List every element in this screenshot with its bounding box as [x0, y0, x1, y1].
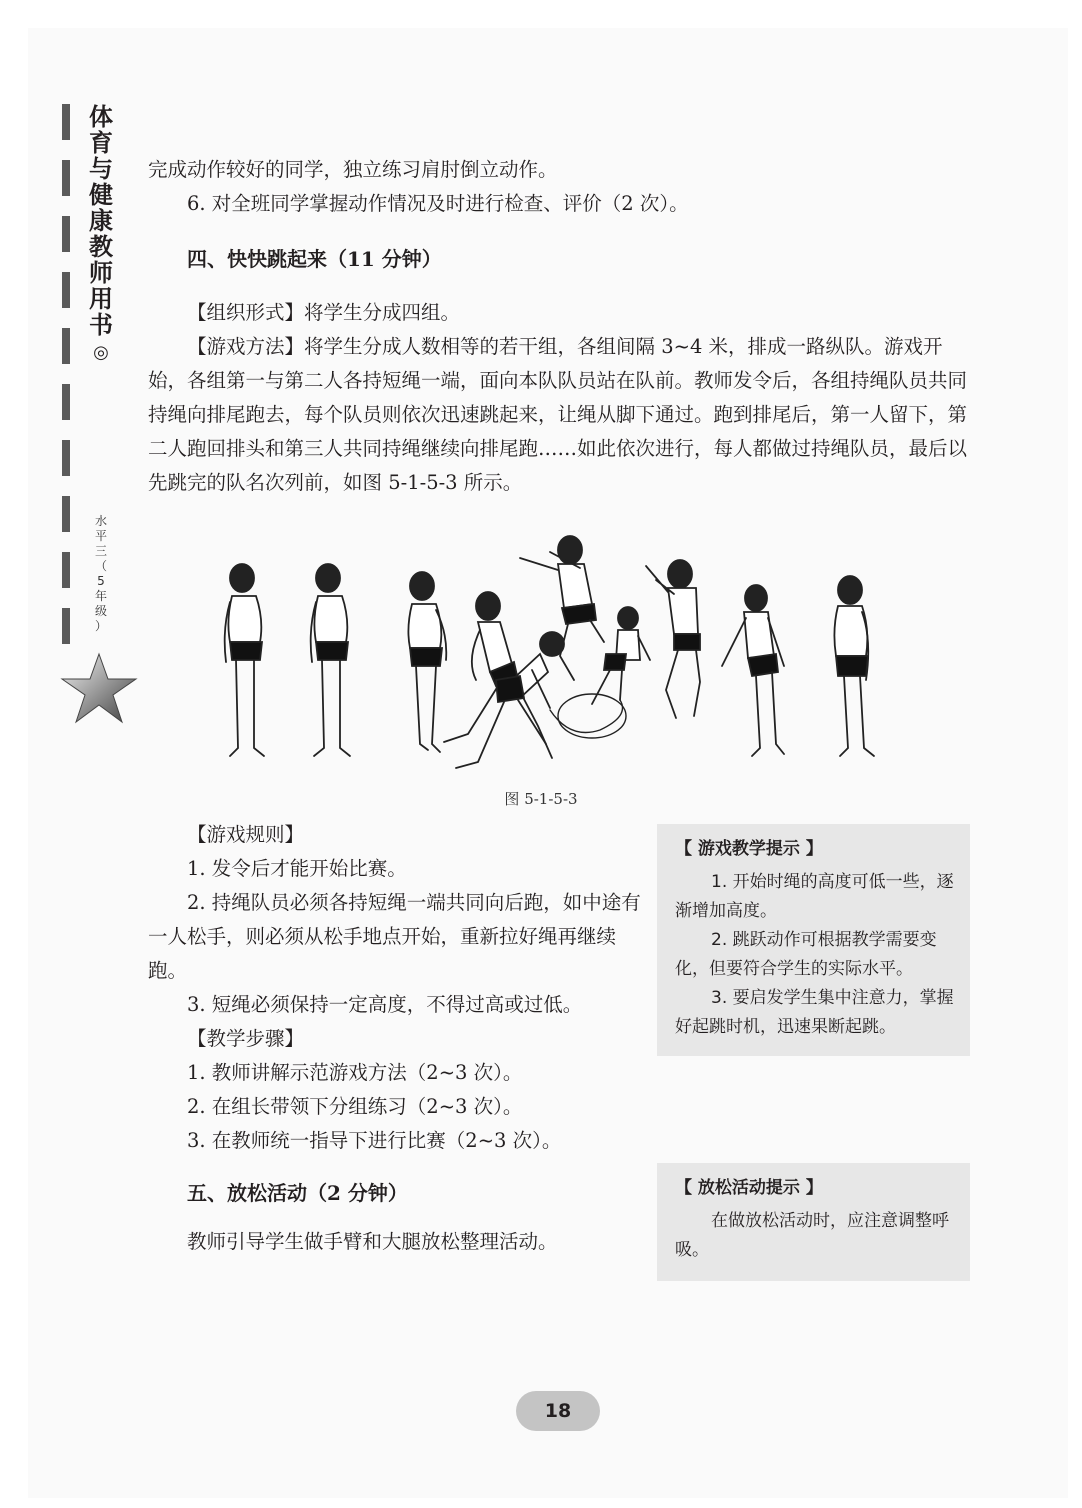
tip-body — [657, 1201, 970, 1273]
step-item: 2. 在组长带领下分组练习（2~3 次）。 — [187, 1095, 523, 1118]
relax-activity-tips — [657, 1163, 970, 1281]
margin-bars — [62, 104, 72, 664]
child-standing-4 — [834, 576, 874, 756]
rule-item: 1. 发令后才能开始比赛。 — [187, 857, 407, 880]
steps-heading: 【教学步骤】 — [187, 1027, 305, 1050]
tip-body — [657, 862, 970, 1050]
child-standing-3 — [408, 572, 446, 752]
tip-item: 1. 开始时绳的高度可低一些，逐渐增加高度。 — [675, 872, 954, 921]
tip-title: 【 放松活动提示 】 — [675, 1178, 823, 1198]
text-block-rules — [148, 818, 648, 1158]
step-item: 1. 教师讲解示范游戏方法（2~3 次）。 — [187, 1061, 523, 1084]
page-number: 18 — [516, 1391, 600, 1431]
text-block-relax — [148, 1225, 648, 1259]
paragraph: 【游戏方法】将学生分成人数相等的若干组，各组间隔 3~4 米，排成一路纵队。游戏开始，各组第一与第二人各持短绳一端，面向本队队员站在队前。教师发令后，各组持绳队员共同持绳向排尾跑去，每个队员则依次迅速跳起来，让绳从脚下通过。跑到排尾后，第一人留下，第二人跑回排头和第三人共同持绳继续向排尾跑……如此依次进行，每人都做过持绳队员，最后以先跳完的队名次列前，如图 5-1-5-3 所示。 — [148, 335, 968, 494]
section-heading-5: 五、放松活动（2 分钟） — [187, 1181, 408, 1205]
text-block-top — [148, 153, 973, 221]
game-teaching-tips — [657, 824, 970, 1056]
text-block-method — [148, 296, 973, 500]
title-mark: ◎ — [93, 342, 109, 363]
step-item: 3. 在教师统一指导下进行比赛（2~3 次）。 — [187, 1129, 562, 1152]
rope — [550, 700, 623, 733]
figure-jump-rope-game — [200, 530, 920, 780]
rule-item: 2. 持绳队员必须各持短绳一端共同向后跑，如中途有一人松手，则必须从松手地点开始，重新拉好绳再继续跑。 — [148, 891, 641, 982]
star-icon — [60, 652, 138, 724]
paragraph: 6. 对全班同学掌握动作情况及时进行检查、评价（2 次）。 — [187, 192, 689, 215]
book-title-vertical: 体 育 与 健 康 教 师 用 书 ◎ — [86, 104, 116, 366]
figure-caption: 图 5-1-5-3 — [504, 790, 578, 808]
child-girl-jumping — [722, 585, 784, 756]
rule-item: 3. 短绳必须保持一定高度，不得过高或过低。 — [187, 993, 583, 1016]
paragraph: 完成动作较好的同学，独立练习肩肘倒立动作。 — [148, 158, 558, 181]
tip-item: 在做放松活动时，应注意调整呼吸。 — [675, 1211, 949, 1260]
paragraph: 【组织形式】将学生分成四组。 — [187, 301, 461, 324]
tip-title: 【 游戏教学提示 】 — [675, 839, 823, 859]
child-jumping — [646, 560, 700, 718]
child-standing-2 — [311, 564, 350, 756]
tip-item: 2. 跳跃动作可根据教学需要变化，但要符合学生的实际水平。 — [675, 930, 937, 979]
rules-heading: 【游戏规则】 — [187, 823, 305, 846]
child-jumping-high — [520, 536, 604, 680]
tip-item: 3. 要启发学生集中注意力，掌握好起跳时机，迅速果断起跳。 — [675, 988, 954, 1037]
section-heading-4: 四、快快跳起来（11 分钟） — [187, 247, 442, 271]
paragraph: 教师引导学生做手臂和大腿放松整理活动。 — [187, 1230, 558, 1253]
child-standing-1 — [225, 564, 264, 756]
child-small-girl — [592, 607, 650, 704]
grade-level-vertical: 水 平 三 （ 5 年 级 ） — [94, 514, 107, 633]
